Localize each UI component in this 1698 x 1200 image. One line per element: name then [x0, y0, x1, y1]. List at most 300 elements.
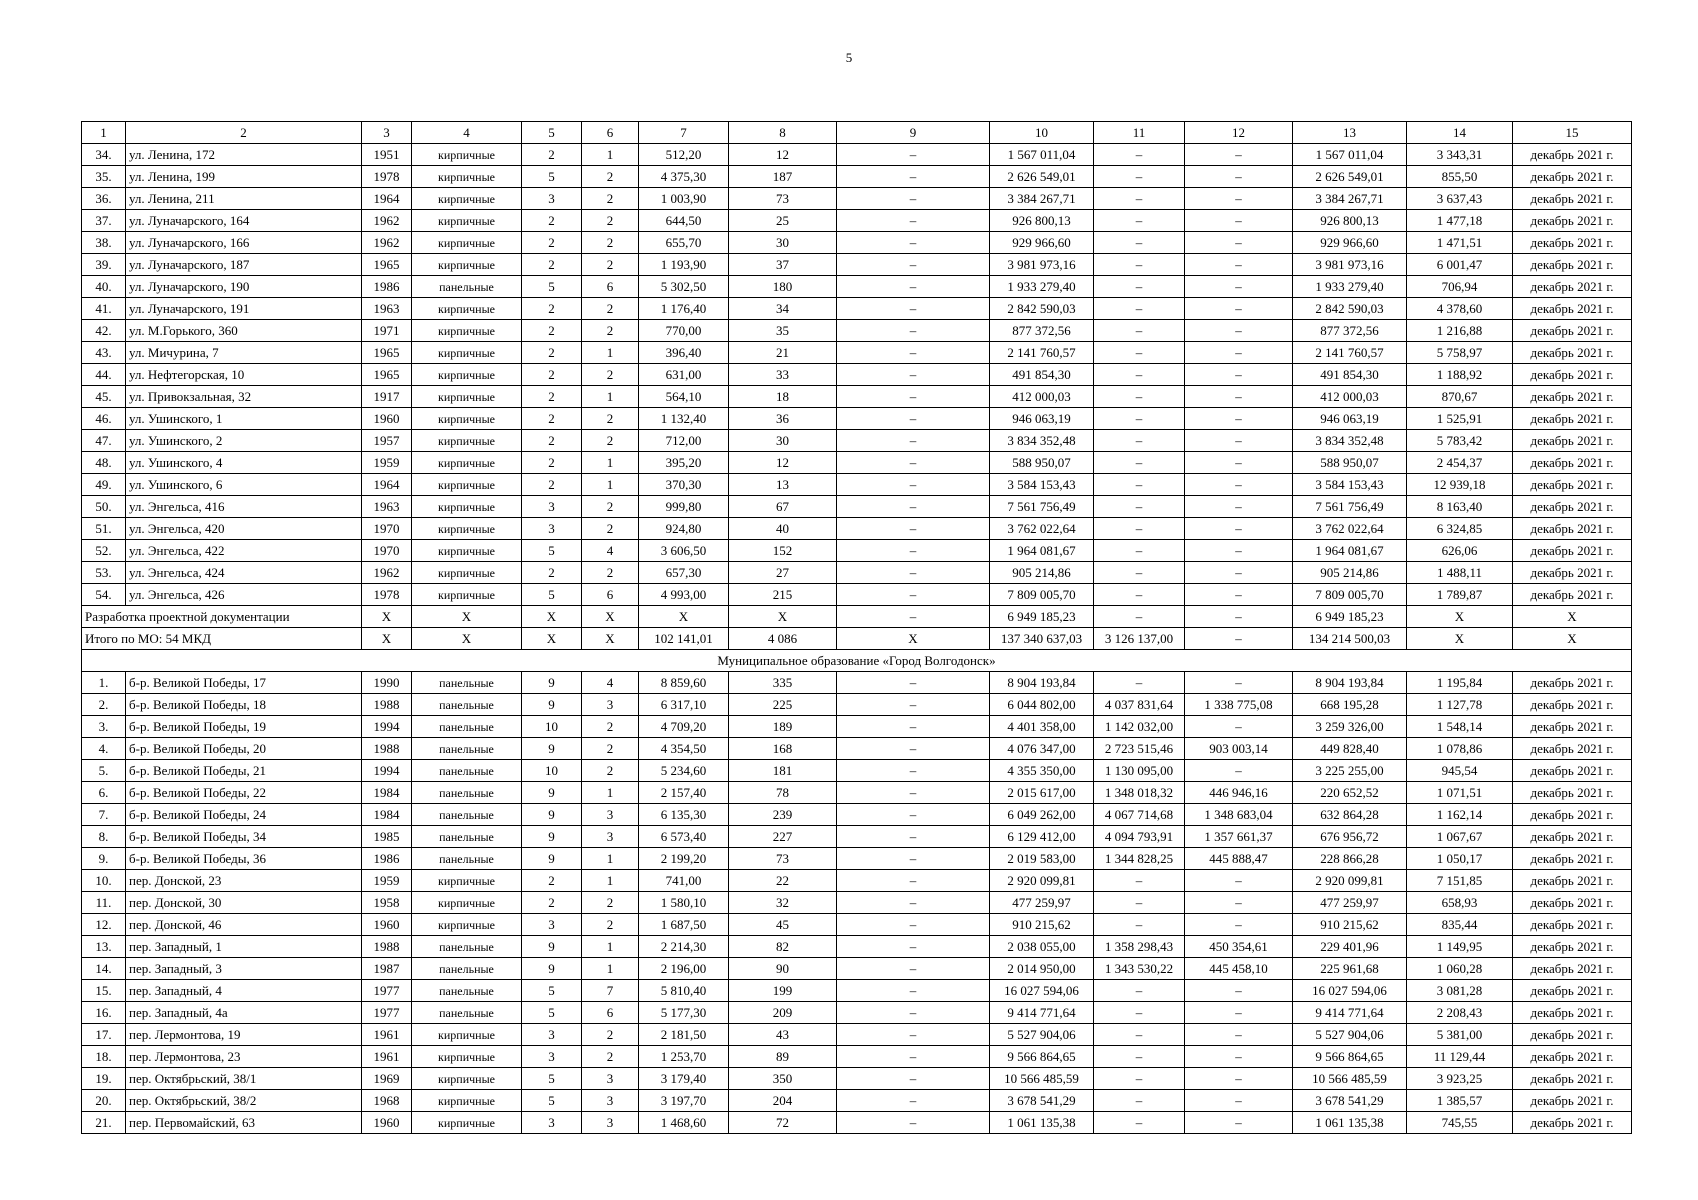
- table-cell: 1: [582, 474, 639, 496]
- table-cell: 1957: [362, 430, 412, 452]
- table-cell: X: [729, 606, 837, 628]
- table-cell: –: [1185, 408, 1293, 430]
- table-cell: 15.: [82, 980, 126, 1002]
- table-cell: б-р. Великой Победы, 17: [126, 672, 362, 694]
- table-cell: 1 061 135,38: [990, 1112, 1094, 1134]
- table-cell: –: [837, 408, 990, 430]
- table-cell: кирпичные: [412, 914, 522, 936]
- table-cell: декабрь 2021 г.: [1513, 342, 1632, 364]
- table-row: [82, 738, 1632, 760]
- table-cell: 1 061 135,38: [1293, 1112, 1407, 1134]
- table-cell: 1 003,90: [639, 188, 729, 210]
- table-cell: 36.: [82, 188, 126, 210]
- table-cell: ул. Луначарского, 187: [126, 254, 362, 276]
- table-cell: 3: [522, 188, 582, 210]
- table-cell: 40: [729, 518, 837, 540]
- table-cell: –: [837, 1024, 990, 1046]
- table-cell: –: [837, 518, 990, 540]
- table-cell: –: [1094, 166, 1185, 188]
- table-cell: 1 488,11: [1407, 562, 1513, 584]
- table-cell: пер. Донской, 23: [126, 870, 362, 892]
- table-cell: 3 584 153,43: [990, 474, 1094, 496]
- table-cell: –: [1094, 298, 1185, 320]
- table-cell: –: [837, 166, 990, 188]
- table-cell: декабрь 2021 г.: [1513, 980, 1632, 1002]
- table-cell: 926 800,13: [1293, 210, 1407, 232]
- table-cell: кирпичные: [412, 474, 522, 496]
- table-cell: –: [837, 1112, 990, 1134]
- table-row: [82, 848, 1632, 870]
- table-body: [82, 122, 1632, 1134]
- table-cell: 7 561 756,49: [990, 496, 1094, 518]
- table-cell: ул. Нефтегорская, 10: [126, 364, 362, 386]
- table-cell: 2: [582, 738, 639, 760]
- table-cell: 67: [729, 496, 837, 518]
- table-cell: 1965: [362, 254, 412, 276]
- table-cell: 12 939,18: [1407, 474, 1513, 496]
- table-cell: 929 966,60: [1293, 232, 1407, 254]
- table-cell: –: [1094, 518, 1185, 540]
- table-cell: 3 834 352,48: [990, 430, 1094, 452]
- table-cell: –: [837, 562, 990, 584]
- table-cell: –: [837, 958, 990, 980]
- table-cell: 2: [522, 430, 582, 452]
- table-cell: 2 157,40: [639, 782, 729, 804]
- table-row: [82, 364, 1632, 386]
- table-cell: –: [1094, 474, 1185, 496]
- table-cell: –: [837, 782, 990, 804]
- table-cell: 43.: [82, 342, 126, 364]
- table-cell: 3 225 255,00: [1293, 760, 1407, 782]
- table-cell: –: [837, 452, 990, 474]
- table-cell: 1984: [362, 804, 412, 826]
- table-cell: декабрь 2021 г.: [1513, 936, 1632, 958]
- table-cell: –: [837, 188, 990, 210]
- table-cell: X: [1407, 628, 1513, 650]
- table-cell: 657,30: [639, 562, 729, 584]
- table-cell: 11 129,44: [1407, 1046, 1513, 1068]
- table-cell: 3 384 267,71: [1293, 188, 1407, 210]
- table-cell: 40.: [82, 276, 126, 298]
- table-cell: 1 142 032,00: [1094, 716, 1185, 738]
- table-cell: кирпичные: [412, 518, 522, 540]
- table-cell: 3: [582, 1068, 639, 1090]
- table-cell: 4 709,20: [639, 716, 729, 738]
- table-cell: панельные: [412, 276, 522, 298]
- table-cell: кирпичные: [412, 870, 522, 892]
- table-cell: –: [1185, 342, 1293, 364]
- table-cell: панельные: [412, 958, 522, 980]
- table-cell: декабрь 2021 г.: [1513, 540, 1632, 562]
- table-cell: 209: [729, 1002, 837, 1024]
- table-cell: декабрь 2021 г.: [1513, 694, 1632, 716]
- table-cell: –: [1185, 870, 1293, 892]
- table-cell: 82: [729, 936, 837, 958]
- table-cell: 1 343 530,22: [1094, 958, 1185, 980]
- table-cell: 21.: [82, 1112, 126, 1134]
- table-cell: 445 888,47: [1185, 848, 1293, 870]
- table-cell: 4 401 358,00: [990, 716, 1094, 738]
- table-cell: –: [1185, 232, 1293, 254]
- table-cell: –: [1185, 1068, 1293, 1090]
- table-cell: пер. Первомайский, 63: [126, 1112, 362, 1134]
- table-cell: пер. Октябрьский, 38/2: [126, 1090, 362, 1112]
- table-cell: 2: [582, 1024, 639, 1046]
- table-cell: 3: [582, 804, 639, 826]
- table-cell: 3 981 973,16: [1293, 254, 1407, 276]
- table-cell: 1: [582, 936, 639, 958]
- table-cell: 21: [729, 342, 837, 364]
- table-cell: панельные: [412, 1002, 522, 1024]
- table-cell: 4 037 831,64: [1094, 694, 1185, 716]
- table-row: [82, 584, 1632, 606]
- table-cell: X: [412, 628, 522, 650]
- table-cell: 3 384 267,71: [990, 188, 1094, 210]
- table-cell: 1: [582, 386, 639, 408]
- table-cell: 6 573,40: [639, 826, 729, 848]
- table-cell: декабрь 2021 г.: [1513, 584, 1632, 606]
- table-cell: –: [1185, 980, 1293, 1002]
- table-cell: 1962: [362, 210, 412, 232]
- table-cell: –: [837, 474, 990, 496]
- table-cell: панельные: [412, 694, 522, 716]
- table-cell: 152: [729, 540, 837, 562]
- table-cell: декабрь 2021 г.: [1513, 672, 1632, 694]
- table-cell: 877 372,56: [990, 320, 1094, 342]
- table-cell: 2: [582, 408, 639, 430]
- table-cell: 6 135,30: [639, 804, 729, 826]
- table-cell: кирпичные: [412, 540, 522, 562]
- table-cell: 1 071,51: [1407, 782, 1513, 804]
- table-cell: 1 338 775,08: [1185, 694, 1293, 716]
- table-cell: –: [1094, 254, 1185, 276]
- table-cell: кирпичные: [412, 144, 522, 166]
- table-cell: панельные: [412, 716, 522, 738]
- table-cell: –: [837, 210, 990, 232]
- table-cell: 220 652,52: [1293, 782, 1407, 804]
- table-cell: ул. Ленина, 199: [126, 166, 362, 188]
- table-cell: кирпичные: [412, 1046, 522, 1068]
- table-cell: ул. Ушинского, 2: [126, 430, 362, 452]
- table-cell: 1 176,40: [639, 298, 729, 320]
- table-cell: 3 762 022,64: [990, 518, 1094, 540]
- table-cell: 6.: [82, 782, 126, 804]
- table-cell: 6 001,47: [1407, 254, 1513, 276]
- table-cell: 1986: [362, 848, 412, 870]
- table-cell: 204: [729, 1090, 837, 1112]
- table-cell: 2: [522, 232, 582, 254]
- table-cell: декабрь 2021 г.: [1513, 1002, 1632, 1024]
- table-cell: 228 866,28: [1293, 848, 1407, 870]
- table-cell: –: [1185, 1046, 1293, 1068]
- table-cell: 229 401,96: [1293, 936, 1407, 958]
- total-row: [82, 628, 1632, 650]
- table-cell: пер. Лермонтова, 23: [126, 1046, 362, 1068]
- table-row: [82, 782, 1632, 804]
- table-cell: 5 758,97: [1407, 342, 1513, 364]
- table-cell: 3 259 326,00: [1293, 716, 1407, 738]
- table-cell: б-р. Великой Победы, 19: [126, 716, 362, 738]
- table-cell: –: [837, 232, 990, 254]
- table-cell: 2: [582, 1046, 639, 1068]
- table-cell: пер. Октябрьский, 38/1: [126, 1068, 362, 1090]
- table-cell: 9 414 771,64: [990, 1002, 1094, 1024]
- table-row: [82, 254, 1632, 276]
- table-cell: 54.: [82, 584, 126, 606]
- table-cell: –: [1185, 386, 1293, 408]
- table-cell: 3 126 137,00: [1094, 628, 1185, 650]
- table-cell: –: [1185, 364, 1293, 386]
- table-cell: –: [1185, 914, 1293, 936]
- table-cell: панельные: [412, 672, 522, 694]
- table-cell: 1 060,28: [1407, 958, 1513, 980]
- table-cell: –: [837, 430, 990, 452]
- table-cell: б-р. Великой Победы, 18: [126, 694, 362, 716]
- table-row: [82, 760, 1632, 782]
- table-cell: б-р. Великой Победы, 21: [126, 760, 362, 782]
- table-cell: 6 317,10: [639, 694, 729, 716]
- table-cell: –: [837, 914, 990, 936]
- table-cell: 1 195,84: [1407, 672, 1513, 694]
- table-cell: 2 141 760,57: [1293, 342, 1407, 364]
- table-cell: 1 216,88: [1407, 320, 1513, 342]
- table-cell: 1: [582, 848, 639, 870]
- table-cell: декабрь 2021 г.: [1513, 364, 1632, 386]
- table-cell: –: [837, 254, 990, 276]
- table-cell: –: [1185, 210, 1293, 232]
- table-cell: –: [1185, 1002, 1293, 1024]
- table-cell: 2 015 617,00: [990, 782, 1094, 804]
- table-cell: 2: [582, 716, 639, 738]
- table-cell: 52.: [82, 540, 126, 562]
- table-cell: 5 783,42: [1407, 430, 1513, 452]
- table-cell: –: [837, 298, 990, 320]
- table-cell: 9 414 771,64: [1293, 1002, 1407, 1024]
- table-cell: 1 193,90: [639, 254, 729, 276]
- table-cell: 12: [1185, 122, 1293, 144]
- table-cell: 7.: [82, 804, 126, 826]
- table-cell: 2 014 950,00: [990, 958, 1094, 980]
- table-cell: пер. Лермонтова, 19: [126, 1024, 362, 1046]
- table-cell: 835,44: [1407, 914, 1513, 936]
- table-cell: декабрь 2021 г.: [1513, 804, 1632, 826]
- table-cell: 1962: [362, 562, 412, 584]
- table-cell: 1 348 018,32: [1094, 782, 1185, 804]
- table-cell: X: [639, 606, 729, 628]
- design-docs-row: [82, 606, 1632, 628]
- table-cell: 1 357 661,37: [1185, 826, 1293, 848]
- table-cell: 44.: [82, 364, 126, 386]
- table-cell: 10 566 485,59: [990, 1068, 1094, 1090]
- table-row: [82, 936, 1632, 958]
- table-cell: 370,30: [639, 474, 729, 496]
- table-cell: б-р. Великой Победы, 34: [126, 826, 362, 848]
- table-cell: 2: [582, 760, 639, 782]
- table-cell: 43: [729, 1024, 837, 1046]
- table-cell: 676 956,72: [1293, 826, 1407, 848]
- table-row: [82, 430, 1632, 452]
- table-cell: кирпичные: [412, 584, 522, 606]
- table-cell: –: [837, 496, 990, 518]
- table-cell: –: [837, 386, 990, 408]
- table-cell: 1978: [362, 166, 412, 188]
- table-cell: 1.: [82, 672, 126, 694]
- table-cell: 1994: [362, 716, 412, 738]
- table-cell: 5: [522, 122, 582, 144]
- table-cell: 1985: [362, 826, 412, 848]
- table-cell: 2: [582, 430, 639, 452]
- table-cell: 2 196,00: [639, 958, 729, 980]
- table-cell: 6 949 185,23: [990, 606, 1094, 628]
- column-header-row: [82, 122, 1632, 144]
- table-cell: –: [1094, 1112, 1185, 1134]
- table-cell: 73: [729, 188, 837, 210]
- table-cell: 50.: [82, 496, 126, 518]
- table-cell: X: [1513, 606, 1632, 628]
- table-cell: –: [837, 584, 990, 606]
- table-cell: пер. Донской, 30: [126, 892, 362, 914]
- table-cell: 3 637,43: [1407, 188, 1513, 210]
- table-cell: –: [1185, 760, 1293, 782]
- table-cell: 10: [522, 760, 582, 782]
- table-cell: декабрь 2021 г.: [1513, 716, 1632, 738]
- table-cell: декабрь 2021 г.: [1513, 276, 1632, 298]
- table-cell: 9: [522, 672, 582, 694]
- table-cell: –: [1094, 540, 1185, 562]
- table-cell: декабрь 2021 г.: [1513, 518, 1632, 540]
- table-cell: 2 038 055,00: [990, 936, 1094, 958]
- table-cell: –: [1094, 1002, 1185, 1024]
- table-cell: 1994: [362, 760, 412, 782]
- table-cell: кирпичные: [412, 1024, 522, 1046]
- table-row: [82, 386, 1632, 408]
- table-cell: 2 141 760,57: [990, 342, 1094, 364]
- table-cell: 1951: [362, 144, 412, 166]
- table-cell: 2 842 590,03: [1293, 298, 1407, 320]
- table-cell: –: [837, 1002, 990, 1024]
- table-cell: 1 188,92: [1407, 364, 1513, 386]
- table-cell: –: [1094, 914, 1185, 936]
- table-cell: –: [837, 1068, 990, 1090]
- table-cell: –: [1094, 1024, 1185, 1046]
- table-cell: декабрь 2021 г.: [1513, 496, 1632, 518]
- table-cell: –: [837, 364, 990, 386]
- table-cell: 1964: [362, 474, 412, 496]
- table-cell: X: [837, 628, 990, 650]
- table-cell: 2 199,20: [639, 848, 729, 870]
- table-row: [82, 914, 1632, 936]
- table-cell: кирпичные: [412, 254, 522, 276]
- table-cell: 2: [522, 386, 582, 408]
- table-cell: X: [1407, 606, 1513, 628]
- table-cell: 9 566 864,65: [1293, 1046, 1407, 1068]
- table-cell: –: [837, 738, 990, 760]
- table-cell: –: [1185, 452, 1293, 474]
- table-cell: 11: [1094, 122, 1185, 144]
- table-cell: X: [582, 606, 639, 628]
- table-cell: 1 468,60: [639, 1112, 729, 1134]
- table-cell: 5 177,30: [639, 1002, 729, 1024]
- table-cell: 102 141,01: [639, 628, 729, 650]
- table-cell: 33: [729, 364, 837, 386]
- table-cell: 5: [522, 276, 582, 298]
- table-cell: 1969: [362, 1068, 412, 1090]
- table-cell: 1 253,70: [639, 1046, 729, 1068]
- table-cell: 12: [729, 144, 837, 166]
- table-cell: 4 378,60: [1407, 298, 1513, 320]
- table-cell: декабрь 2021 г.: [1513, 1090, 1632, 1112]
- table-cell: 1 687,50: [639, 914, 729, 936]
- table-cell: 1 132,40: [639, 408, 729, 430]
- table-row: [82, 1112, 1632, 1134]
- table-cell: –: [1185, 276, 1293, 298]
- table-cell: 2: [582, 232, 639, 254]
- table-cell: 3 834 352,48: [1293, 430, 1407, 452]
- table-cell: 3: [582, 694, 639, 716]
- table-cell: –: [1094, 1046, 1185, 1068]
- table-cell: –: [1185, 496, 1293, 518]
- table-cell: 1962: [362, 232, 412, 254]
- table-cell: декабрь 2021 г.: [1513, 452, 1632, 474]
- table-cell: –: [1094, 562, 1185, 584]
- table-cell: 11.: [82, 892, 126, 914]
- table-row: [82, 980, 1632, 1002]
- table-cell: –: [1094, 342, 1185, 364]
- table-cell: 12.: [82, 914, 126, 936]
- table-cell: 9: [522, 848, 582, 870]
- table-cell: –: [837, 276, 990, 298]
- summary-label: Разработка проектной документации: [82, 606, 362, 628]
- table-cell: 8 163,40: [1407, 496, 1513, 518]
- table-cell: –: [1185, 562, 1293, 584]
- table-cell: ул. Луначарского, 166: [126, 232, 362, 254]
- table-cell: 2: [522, 364, 582, 386]
- table-cell: 13: [1293, 122, 1407, 144]
- table-cell: 10.: [82, 870, 126, 892]
- table-cell: 3: [522, 914, 582, 936]
- table-cell: 8 904 193,84: [1293, 672, 1407, 694]
- table-cell: 1977: [362, 1002, 412, 1024]
- table-cell: 2: [522, 870, 582, 892]
- table-cell: декабрь 2021 г.: [1513, 474, 1632, 496]
- table-cell: –: [837, 716, 990, 738]
- table-cell: 6 324,85: [1407, 518, 1513, 540]
- table-cell: 7: [639, 122, 729, 144]
- table-cell: декабрь 2021 г.: [1513, 1068, 1632, 1090]
- table-cell: кирпичные: [412, 1112, 522, 1134]
- table-cell: –: [1094, 144, 1185, 166]
- table-cell: 5 302,50: [639, 276, 729, 298]
- table-cell: кирпичные: [412, 298, 522, 320]
- table-cell: 1965: [362, 364, 412, 386]
- table-cell: 30: [729, 232, 837, 254]
- table-cell: 3 678 541,29: [1293, 1090, 1407, 1112]
- table-cell: 3: [522, 1046, 582, 1068]
- table-cell: 3: [522, 1024, 582, 1046]
- table-cell: 2: [522, 562, 582, 584]
- table-cell: 181: [729, 760, 837, 782]
- table-cell: ул. Ушинского, 6: [126, 474, 362, 496]
- table-cell: ул. Энгельса, 422: [126, 540, 362, 562]
- table-cell: 53.: [82, 562, 126, 584]
- table-cell: 1960: [362, 408, 412, 430]
- table-cell: 450 354,61: [1185, 936, 1293, 958]
- table-cell: кирпичные: [412, 386, 522, 408]
- table-cell: 9 566 864,65: [990, 1046, 1094, 1068]
- table-cell: пер. Западный, 3: [126, 958, 362, 980]
- table-cell: –: [1185, 188, 1293, 210]
- table-cell: –: [1094, 276, 1185, 298]
